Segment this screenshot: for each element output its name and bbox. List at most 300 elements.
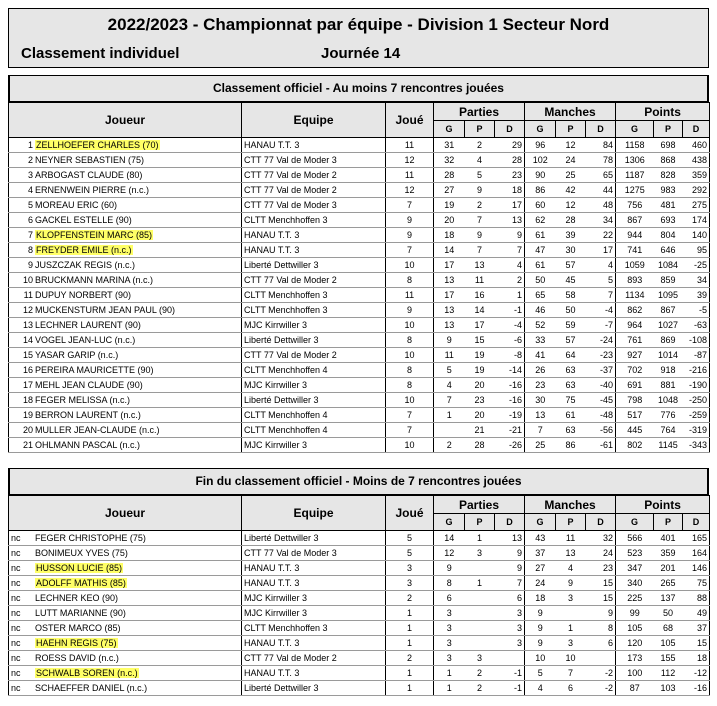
team-cell: Liberté Dettwiller 3 [242, 393, 386, 408]
team-cell: Liberté Dettwiller 3 [242, 531, 386, 546]
points-won-cell: 927 [616, 348, 654, 363]
manches-diff-cell: 4 [586, 258, 616, 273]
player-name: PEREIRA MAURICETTE (90) [35, 365, 154, 375]
player-cell [9, 363, 242, 378]
col-parties-g: G [434, 121, 465, 138]
manches-lost-cell: 3 [556, 636, 586, 651]
parties-diff-cell: 9 [495, 546, 525, 561]
points-diff-cell: -87 [683, 348, 710, 363]
team-cell: CTT 77 Val de Moder 2 [242, 168, 386, 183]
manches-lost-cell: 6 [556, 681, 586, 696]
player-name: ZELLHOEFER CHARLES (70) [36, 140, 159, 150]
player-cell [9, 408, 242, 423]
parties-lost-cell: 19 [465, 348, 495, 363]
points-won-cell: 87 [616, 681, 654, 696]
parties-diff-cell: -19 [495, 408, 525, 423]
points-diff-cell: 15 [683, 636, 710, 651]
manches-lost-cell: 64 [556, 348, 586, 363]
table-row [9, 561, 710, 576]
team-cell: HANAU T.T. 3 [242, 636, 386, 651]
player-cell [9, 393, 242, 408]
col-parties: Parties [434, 103, 525, 121]
points-lost-cell: 804 [654, 228, 683, 243]
points-won-cell: 523 [616, 546, 654, 561]
points-won-cell: 1306 [616, 153, 654, 168]
col-manches-d: D [586, 514, 616, 531]
parties-won-cell [434, 423, 465, 438]
col-manches-p: P [556, 514, 586, 531]
player-cell [9, 198, 242, 213]
team-cell: HANAU T.T. 3 [242, 561, 386, 576]
page-subtitle: Classement individuel [21, 45, 180, 62]
col-points-d: D [683, 514, 710, 531]
parties-won-cell: 3 [434, 606, 465, 621]
points-won-cell: 944 [616, 228, 654, 243]
rank-label: 3 [27, 170, 33, 180]
col-points-d: D [683, 121, 710, 138]
rank-label: 7 [27, 230, 33, 240]
rank-label: 1 [27, 140, 33, 150]
col-points-p: P [654, 121, 683, 138]
player-cell [9, 213, 242, 228]
rank-label: 19 [22, 410, 33, 420]
games-played-cell: 8 [386, 333, 434, 348]
manches-diff-cell: 32 [586, 531, 616, 546]
manches-lost-cell: 58 [556, 288, 586, 303]
games-played-cell: 11 [386, 168, 434, 183]
manches-diff-cell: 7 [586, 288, 616, 303]
points-lost-cell: 983 [654, 183, 683, 198]
manches-won-cell: 102 [525, 153, 556, 168]
manches-lost-cell: 61 [556, 408, 586, 423]
manches-diff-cell: 65 [586, 168, 616, 183]
points-diff-cell: 460 [683, 138, 710, 153]
manches-diff-cell: 9 [586, 606, 616, 621]
points-lost-cell: 646 [654, 243, 683, 258]
player-cell [9, 378, 242, 393]
games-played-cell: 3 [386, 576, 434, 591]
official-ranking-rows [9, 138, 710, 453]
points-lost-cell: 50 [654, 606, 683, 621]
manches-lost-cell: 4 [556, 561, 586, 576]
manches-won-cell: 26 [525, 363, 556, 378]
points-lost-cell: 401 [654, 531, 683, 546]
points-won-cell: 100 [616, 666, 654, 681]
points-lost-cell: 1014 [654, 348, 683, 363]
games-played-cell: 3 [386, 561, 434, 576]
points-won-cell: 802 [616, 438, 654, 453]
points-diff-cell: -16 [683, 681, 710, 696]
rank-label: 16 [22, 365, 33, 375]
points-lost-cell: 776 [654, 408, 683, 423]
games-played-cell: 12 [386, 183, 434, 198]
player-cell [9, 168, 242, 183]
parties-diff-cell: 3 [495, 606, 525, 621]
parties-diff-cell: 29 [495, 138, 525, 153]
games-played-cell: 1 [386, 621, 434, 636]
parties-diff-cell: 9 [495, 228, 525, 243]
manches-won-cell: 50 [525, 273, 556, 288]
points-won-cell: 445 [616, 423, 654, 438]
manches-won-cell: 60 [525, 198, 556, 213]
player-cell [9, 183, 242, 198]
col-points-g: G [616, 121, 654, 138]
col-joue: Joué [386, 496, 434, 531]
rank-label: 6 [27, 215, 33, 225]
parties-diff-cell: 13 [495, 531, 525, 546]
player-cell [9, 258, 242, 273]
games-played-cell: 10 [386, 318, 434, 333]
parties-lost-cell: 11 [465, 273, 495, 288]
games-played-cell: 9 [386, 213, 434, 228]
col-manches: Manches [525, 103, 616, 121]
player-cell [9, 318, 242, 333]
team-cell: CLTT Menchhoffen 4 [242, 363, 386, 378]
team-cell: Liberté Dettwiller 3 [242, 258, 386, 273]
player-name: LUTT MARIANNE (90) [35, 608, 126, 618]
player-name: MUCKENSTURM JEAN PAUL (90) [35, 305, 176, 315]
games-played-cell: 10 [386, 438, 434, 453]
rank-label: nc [11, 638, 21, 648]
player-cell [9, 666, 242, 681]
parties-lost-cell: 28 [465, 438, 495, 453]
parties-lost-cell: 23 [465, 393, 495, 408]
table-row [9, 393, 710, 408]
manches-lost-cell: 30 [556, 243, 586, 258]
rank-label: nc [11, 683, 21, 693]
rank-label: 2 [27, 155, 33, 165]
rank-label: 21 [22, 440, 33, 450]
table-row [9, 168, 710, 183]
points-won-cell: 756 [616, 198, 654, 213]
rank-label: nc [11, 608, 21, 618]
manches-won-cell: 61 [525, 258, 556, 273]
player-name: NEYNER SEBASTIEN (75) [35, 155, 145, 165]
parties-lost-cell: 20 [465, 378, 495, 393]
col-parties-d: D [495, 514, 525, 531]
team-cell: CTT 77 Val de Moder 3 [242, 198, 386, 213]
team-cell: HANAU T.T. 3 [242, 576, 386, 591]
parties-lost-cell: 5 [465, 168, 495, 183]
manches-won-cell: 23 [525, 378, 556, 393]
col-joueur: Joueur [9, 496, 242, 531]
manches-diff-cell: 48 [586, 198, 616, 213]
manches-diff-cell: 23 [586, 561, 616, 576]
manches-diff-cell: 5 [586, 273, 616, 288]
player-cell [9, 423, 242, 438]
manches-diff-cell: 44 [586, 183, 616, 198]
parties-lost-cell: 21 [465, 423, 495, 438]
table-row [9, 348, 710, 363]
parties-lost-cell: 4 [465, 153, 495, 168]
rank-label: 8 [27, 245, 33, 255]
table-row [9, 546, 710, 561]
points-diff-cell: 34 [683, 273, 710, 288]
parties-diff-cell: 3 [495, 636, 525, 651]
manches-diff-cell: 78 [586, 153, 616, 168]
team-cell: MJC Kirrwiller 3 [242, 438, 386, 453]
manches-lost-cell: 7 [556, 666, 586, 681]
team-cell: CTT 77 Val de Moder 3 [242, 546, 386, 561]
team-cell: CLTT Menchhoffen 3 [242, 213, 386, 228]
manches-lost-cell: 12 [556, 198, 586, 213]
player-name: LECHNER LAURENT (90) [35, 320, 141, 330]
rank-label: nc [11, 533, 21, 543]
manches-lost-cell: 57 [556, 258, 586, 273]
points-diff-cell: 37 [683, 621, 710, 636]
parties-won-cell: 17 [434, 288, 465, 303]
table-row [9, 576, 710, 591]
team-cell: MJC Kirrwiller 3 [242, 591, 386, 606]
points-won-cell: 893 [616, 273, 654, 288]
parties-lost-cell: 3 [465, 651, 495, 666]
team-cell: CTT 77 Val de Moder 3 [242, 153, 386, 168]
manches-won-cell: 10 [525, 651, 556, 666]
section-unofficial-title: Fin du classement officiel - Moins de 7 rencontres jouées [8, 468, 709, 495]
parties-won-cell: 2 [434, 438, 465, 453]
manches-won-cell: 41 [525, 348, 556, 363]
parties-diff-cell: 4 [495, 258, 525, 273]
points-lost-cell: 103 [654, 681, 683, 696]
team-cell: CTT 77 Val de Moder 2 [242, 183, 386, 198]
manches-won-cell: 9 [525, 636, 556, 651]
col-points-g: G [616, 514, 654, 531]
manches-diff-cell: -23 [586, 348, 616, 363]
points-lost-cell: 1145 [654, 438, 683, 453]
rank-label: nc [11, 593, 21, 603]
parties-diff-cell: 17 [495, 198, 525, 213]
player-name: DUPUY NORBERT (90) [35, 290, 132, 300]
player-cell [9, 153, 242, 168]
table-row [9, 606, 710, 621]
manches-lost-cell: 45 [556, 273, 586, 288]
games-played-cell: 5 [386, 531, 434, 546]
parties-won-cell: 20 [434, 213, 465, 228]
rank-label: 4 [27, 185, 33, 195]
manches-lost-cell: 63 [556, 363, 586, 378]
manches-lost-cell: 12 [556, 138, 586, 153]
points-won-cell: 347 [616, 561, 654, 576]
parties-diff-cell: -26 [495, 438, 525, 453]
points-lost-cell: 68 [654, 621, 683, 636]
points-diff-cell: 359 [683, 168, 710, 183]
points-lost-cell: 112 [654, 666, 683, 681]
table-row [9, 303, 710, 318]
points-lost-cell: 1027 [654, 318, 683, 333]
manches-won-cell: 43 [525, 531, 556, 546]
points-diff-cell: -12 [683, 666, 710, 681]
points-diff-cell: 88 [683, 591, 710, 606]
parties-diff-cell [495, 651, 525, 666]
manches-lost-cell: 11 [556, 531, 586, 546]
parties-won-cell: 14 [434, 531, 465, 546]
points-diff-cell: -5 [683, 303, 710, 318]
manches-won-cell: 47 [525, 243, 556, 258]
points-lost-cell: 881 [654, 378, 683, 393]
manches-diff-cell: 8 [586, 621, 616, 636]
points-won-cell: 1158 [616, 138, 654, 153]
games-played-cell: 10 [386, 348, 434, 363]
table-row [9, 243, 710, 258]
player-name: VOGEL JEAN-LUC (n.c.) [35, 335, 136, 345]
player-cell [9, 303, 242, 318]
manches-won-cell: 7 [525, 423, 556, 438]
manches-won-cell: 86 [525, 183, 556, 198]
manches-diff-cell: -56 [586, 423, 616, 438]
table-row [9, 531, 710, 546]
manches-diff-cell: -24 [586, 333, 616, 348]
manches-won-cell: 5 [525, 666, 556, 681]
player-name: ERNENWEIN PIERRE (n.c.) [35, 185, 150, 195]
table-row [9, 183, 710, 198]
team-cell: CLTT Menchhoffen 3 [242, 303, 386, 318]
points-diff-cell: 95 [683, 243, 710, 258]
games-played-cell: 1 [386, 606, 434, 621]
parties-diff-cell: 7 [495, 576, 525, 591]
player-cell [9, 243, 242, 258]
games-played-cell: 8 [386, 273, 434, 288]
points-won-cell: 1187 [616, 168, 654, 183]
manches-lost-cell: 10 [556, 651, 586, 666]
parties-won-cell: 19 [434, 198, 465, 213]
points-won-cell: 99 [616, 606, 654, 621]
manches-lost-cell [556, 606, 586, 621]
col-points-p: P [654, 514, 683, 531]
points-won-cell: 1059 [616, 258, 654, 273]
rank-label: 15 [22, 350, 33, 360]
manches-lost-cell: 28 [556, 213, 586, 228]
points-lost-cell: 265 [654, 576, 683, 591]
rank-label: nc [11, 563, 21, 573]
parties-won-cell: 27 [434, 183, 465, 198]
manches-diff-cell: 22 [586, 228, 616, 243]
rank-label: 17 [22, 380, 33, 390]
player-name: ADOLFF MATHIS (85) [36, 578, 126, 588]
parties-won-cell: 13 [434, 318, 465, 333]
player-name: BRUCKMANN MARINA (n.c.) [35, 275, 154, 285]
team-cell: CLTT Menchhoffen 3 [242, 621, 386, 636]
player-cell [9, 531, 242, 546]
parties-lost-cell: 7 [465, 243, 495, 258]
manches-diff-cell [586, 651, 616, 666]
games-played-cell: 7 [386, 423, 434, 438]
manches-diff-cell: 6 [586, 636, 616, 651]
manches-lost-cell: 13 [556, 546, 586, 561]
parties-diff-cell: -1 [495, 681, 525, 696]
team-cell: MJC Kirrwiller 3 [242, 378, 386, 393]
parties-won-cell: 1 [434, 681, 465, 696]
games-played-cell: 1 [386, 636, 434, 651]
parties-diff-cell: 2 [495, 273, 525, 288]
manches-won-cell: 27 [525, 561, 556, 576]
manches-diff-cell: 17 [586, 243, 616, 258]
points-won-cell: 566 [616, 531, 654, 546]
player-cell [9, 228, 242, 243]
player-name: LECHNER KEO (90) [35, 593, 119, 603]
team-cell: CLTT Menchhoffen 3 [242, 288, 386, 303]
points-diff-cell: -343 [683, 438, 710, 453]
parties-diff-cell: 13 [495, 213, 525, 228]
parties-won-cell: 17 [434, 258, 465, 273]
unofficial-ranking-rows [9, 531, 710, 696]
points-won-cell: 105 [616, 621, 654, 636]
games-played-cell: 11 [386, 138, 434, 153]
rank-label: 10 [22, 275, 33, 285]
team-cell: MJC Kirrwiller 3 [242, 606, 386, 621]
player-cell [9, 576, 242, 591]
table-row [9, 318, 710, 333]
table-row [9, 153, 710, 168]
games-played-cell: 1 [386, 681, 434, 696]
games-played-cell: 7 [386, 198, 434, 213]
player-cell [9, 636, 242, 651]
player-name: YASAR GARIP (n.c.) [35, 350, 119, 360]
points-diff-cell: -216 [683, 363, 710, 378]
table-row [9, 258, 710, 273]
col-points: Points [616, 496, 710, 514]
points-lost-cell: 481 [654, 198, 683, 213]
games-played-cell: 5 [386, 546, 434, 561]
manches-won-cell: 30 [525, 393, 556, 408]
player-name: GACKEL ESTELLE (90) [35, 215, 132, 225]
table-row [9, 273, 710, 288]
points-diff-cell: 275 [683, 198, 710, 213]
team-cell: CLTT Menchhoffen 4 [242, 408, 386, 423]
col-manches-d: D [586, 121, 616, 138]
manches-diff-cell: -37 [586, 363, 616, 378]
parties-won-cell: 3 [434, 651, 465, 666]
rank-label: 11 [23, 290, 33, 300]
parties-diff-cell: -8 [495, 348, 525, 363]
manches-won-cell: 46 [525, 303, 556, 318]
parties-lost-cell: 1 [465, 576, 495, 591]
parties-lost-cell [465, 561, 495, 576]
team-cell: CTT 77 Val de Moder 2 [242, 651, 386, 666]
player-name: MEHL JEAN CLAUDE (90) [35, 380, 143, 390]
player-name: BONIMEUX YVES (75) [35, 548, 128, 558]
parties-diff-cell: 18 [495, 183, 525, 198]
parties-diff-cell: -16 [495, 378, 525, 393]
parties-won-cell: 31 [434, 138, 465, 153]
team-cell: HANAU T.T. 3 [242, 138, 386, 153]
points-lost-cell: 137 [654, 591, 683, 606]
player-cell [9, 591, 242, 606]
player-name: ROESS DAVID (n.c.) [35, 653, 119, 663]
col-parties-p: P [465, 514, 495, 531]
manches-lost-cell: 3 [556, 591, 586, 606]
parties-diff-cell: 3 [495, 621, 525, 636]
unofficial-ranking-table [8, 495, 710, 696]
team-cell: HANAU T.T. 3 [242, 243, 386, 258]
parties-diff-cell: 7 [495, 243, 525, 258]
player-cell [9, 288, 242, 303]
points-lost-cell: 698 [654, 138, 683, 153]
manches-won-cell: 4 [525, 681, 556, 696]
manches-diff-cell: -2 [586, 681, 616, 696]
points-diff-cell: 18 [683, 651, 710, 666]
table-row [9, 378, 710, 393]
player-name: FEGER CHRISTOPHE (75) [35, 533, 146, 543]
player-name: ARBOGAST CLAUDE (80) [35, 170, 143, 180]
points-lost-cell: 859 [654, 273, 683, 288]
col-manches-g: G [525, 514, 556, 531]
games-played-cell: 2 [386, 591, 434, 606]
manches-lost-cell: 25 [556, 168, 586, 183]
col-parties-d: D [495, 121, 525, 138]
points-diff-cell: -259 [683, 408, 710, 423]
manches-won-cell: 25 [525, 438, 556, 453]
games-played-cell: 9 [386, 228, 434, 243]
